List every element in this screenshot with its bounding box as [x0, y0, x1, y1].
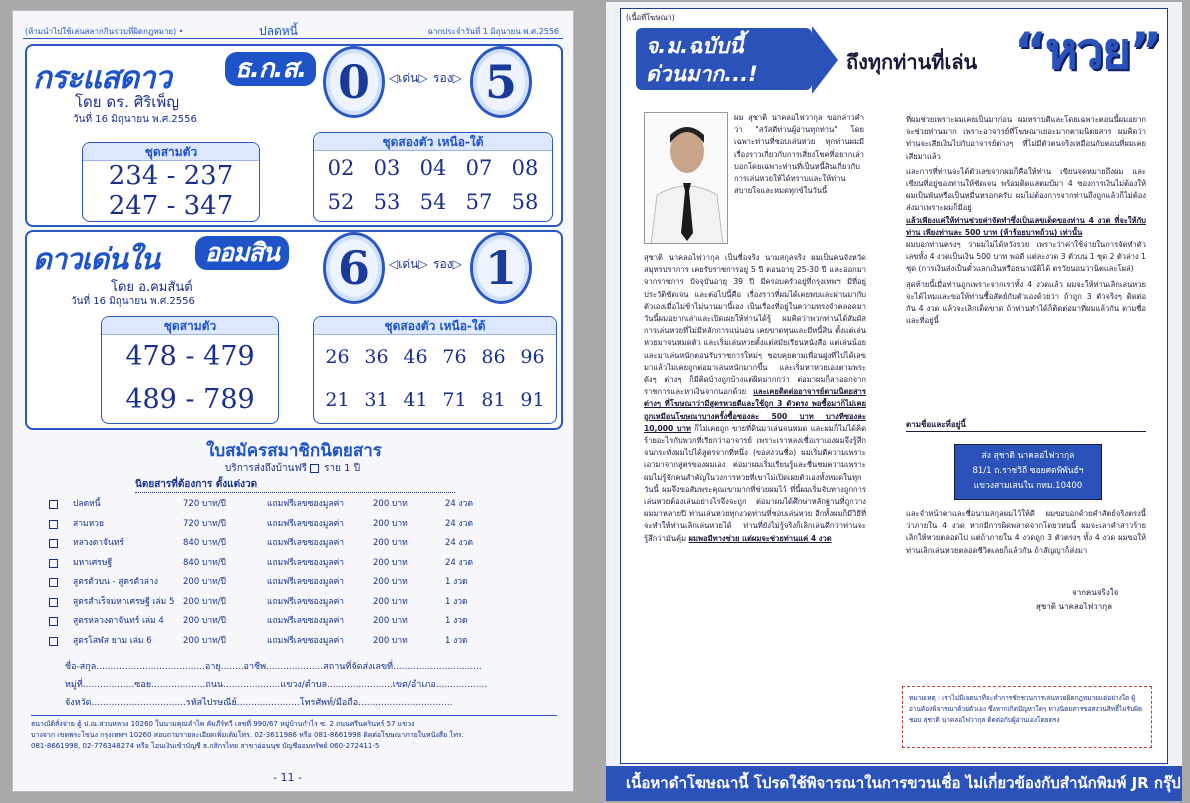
- magazine-row: [73, 554, 559, 574]
- date: วันที่ 16 มิถุนายน พ.ศ.2556: [71, 296, 195, 307]
- three-label: ชุดสามตัว: [83, 143, 259, 161]
- magazine-row: [73, 515, 559, 535]
- two-row-bottom: [314, 379, 556, 421]
- portrait-photo: [644, 112, 728, 244]
- magazine-cell: 720 บาท/ปี: [183, 518, 226, 529]
- section-badge: ธ.ก.ส.: [225, 52, 316, 86]
- num: 57: [465, 190, 493, 214]
- magazine-checkbox[interactable]: [49, 539, 58, 548]
- section-title: ดาวเด่นใน: [33, 242, 159, 276]
- magazine-cell: 1 งวด: [445, 616, 468, 626]
- three-row-2: 247 - 347: [108, 191, 234, 221]
- magazine-cell: 200 บาท: [373, 538, 408, 548]
- page-number: - 11 -: [273, 771, 302, 784]
- lead-digit: 6: [323, 232, 385, 304]
- form-want: นิตยสารที่ต้องการ ตั้งแต่งวด: [135, 477, 455, 493]
- magazine-cell: แถมฟรีเลขซองมูลค่า: [267, 538, 345, 548]
- header-note: (ห้ามนำไปใช้เล่นสลากกินรวบที่ผิดกฎหมาย) •: [25, 27, 184, 36]
- num: 58: [511, 190, 539, 214]
- magazine-cell: สูตรสำเร็จมหาเศรษฐี เล่ม 5: [73, 596, 175, 607]
- num: 26: [325, 346, 350, 368]
- magazine-cell: แถมฟรีเลขซองมูลค่า: [267, 635, 345, 646]
- footer-line-3: 081-8661998, 02-776348274 หรือ โอนเงินเข้าบัญชี ธ.กสิกรไทย สาขาอ่อนนุช บัญชีออมทรัพย์ 060-272411-5: [31, 742, 380, 750]
- sign-2: สุชาติ นาคลอไฟวากุล: [1036, 602, 1112, 611]
- num: 86: [481, 346, 506, 368]
- num: 71: [442, 389, 467, 411]
- num: 07: [465, 156, 493, 180]
- lead-label: ◁เด่น▷: [389, 71, 428, 85]
- col1-story: สุชาติ นาคลอไฟวากุล เป็นชื่อจริง นามสกุลจริง ผมเป็นคนจังหวัดสมุทรปราการ เคยรับราชการอยู่ 5 ปี ตอนอายุ 25-30 ปี และออกมาจากราชการ ปัจจุบันอายุ 39 ปี มีครอบครัวอยู่ที่กรุงเทพฯ มีที่อยู่ประวัติชัดเจน และต่อไปนี้คือ เรื่องราวที่ผมได้เคยพบและผ่านมากับตัวเองเมื่อไม่ช้าไม่นานมานี้เอง เป็นเรื่องที่อยู่ในความทรงจำตลอดมา วันนี้ผมอยากเล่าและเปิดเผยให้ท่านได้รู้ ผมคิดว่าพวกท่านได้สัมผัสการเล่นหวยที่ไม่มีหลักการแน่นอน เคยขาดทุนและมีหนี้สิน ตั้งแต่เล่นหวยมาจนหมดตัว และเริ่มเล่นหวยตั้งแต่สมัยเรียนหนังสือ แต่เล่นน้อยและมาเล่นหนักตอนรับราชการใหม่ๆ ชอบคุยตามเพื่อนฝูงที่ไปได้เลขมาแล้วไม่เคยถูกต่อมาเล่นหนักมากขึ้น และเริ่มหาหวยเองตามพระดังๆ ต่างๆ ก็มีติดบ้างถูกบ้างแต่ผิดมากกว่า ต่อมาผมก็ลาออกจากราชการและหาเงินจากนอกด้วย และเคยติดต่ออาจารย์ตามนิตยสารต่างๆ ที่โฆษณาว่ามีสูตรหวยดีและใช้ถูก 3 ตัวตรง พอซื้อมาก็ไม่เคยถูกเหมือนโฆษณาบางครั้งซื้อซองละ 500 บาท บางทีซองละ 10,000 บาท ก็ไม่เคยถูก ขายที่ดินมาเล่นจนหมด และผมก็ไม่ได้คิดร้ายอะไรกับพวกที่เรียกว่าอาจารย์ เพราะเราหลงเชื่อเราเองผมจึงรู้สึกจนกระทั่งผมไปได้สูตรจากที่หนึ่ง (ขอสงวนชื่อ) ผมเริ่มตีความเพราะเอามาจากสูตรของผมเอง ต่อมาผมเริ่มเรียนรู้และชื่นชมความเพราะผมไม่รู้จักคนสำคัญในวงการหวยที่เขาไม่เปิดเผยตัวเองทั้งหมดในทุกวันนี้ ผมจึงขอสัมพระคุณเขามากที่ช่วยผมไว้ ที่นี้ผมเริ่มจับทางถูกการเล่นหวยต้องเล่นอย่างไรจึงจะถูก ต่อมาผมได้ศึกษาหลักฐานที่ถูกวางผมมาหลายปี ท่านเล่นหวยทุกงวดท่านที่ชอบเล่นหวย อีกทั้งผมก็มีวิธีที่จะทำให้ท่านเลิกเล่นหวยได้ ท่านที่ยังไม่รู้จริงก็เลิกเล่นดีกว่าท่านจะรู้สึกว่ามันคุ้ม ผมพอมีทางช่วย แต่ผมจะช่วยท่านแค่ 4 งวด: [644, 253, 866, 543]
- magazine-cell: 200 บาท: [373, 635, 408, 646]
- num: 91: [520, 389, 545, 411]
- magazine-cell: 24 งวด: [445, 518, 473, 529]
- field-name[interactable]: ชื่อ-สกุล......................................อายุ........อาชีพ....................สถานที่จัดส่งเลขที่...............................: [65, 662, 482, 672]
- magazine-cell: สูตรโสฬส ยาม เล่ม 6: [73, 635, 152, 646]
- magazine-cell: สูตรตัวบน - สูตรตัวล่าง: [73, 577, 158, 587]
- two-row-bottom: [314, 185, 552, 219]
- three-row-2: 489 - 789: [125, 384, 255, 415]
- form-title: ใบสมัครสมาชิกนิตยสาร: [206, 441, 382, 461]
- magazine-cell: 24 งวด: [445, 499, 473, 509]
- magazine-row: [73, 612, 559, 632]
- num: 02: [327, 156, 355, 180]
- section-title: กระแสดาว: [33, 60, 171, 96]
- magazine-checkbox[interactable]: [49, 559, 58, 568]
- magazine-cell: แถมฟรีเลขซองมูลค่า: [267, 616, 345, 626]
- addr-line-3: แขวงสามเสนใน กทม.10400: [973, 481, 1083, 491]
- magazine-cell: แถมฟรีเลขซองมูลค่า: [267, 518, 345, 529]
- magazine-checkbox[interactable]: [49, 520, 58, 529]
- magazine-cell: 200 บาท: [373, 596, 408, 607]
- num: 36: [364, 346, 389, 368]
- addr-line-2: 81/1 ถ.ราชวิถี ซอยศตพิพันธ์ฯ: [972, 466, 1084, 476]
- form-sub: บริการส่งถึงบ้านฟรี ราย 1 ปี: [225, 463, 361, 474]
- lead-digit: 0: [323, 46, 385, 118]
- sub-digit: 5: [470, 46, 532, 118]
- magazine-cell: 720 บาท/ปี: [183, 499, 226, 509]
- col1-intro: ผม สุชาติ นาคลอไฟวากุล ขอกล่าวคำว่า "สวัสดีท่านผู้อ่านทุกท่าน" โดยเฉพาะท่านที่ชอบเล่นหวย ทุกท่านผมมีเรื่องราวเกี่ยวกับการเสี่ยงโชคที่อยากเล่าบอกโดยเฉพาะท่านที่เป็นหนี้สินเกี่ยวกับการเล่นหวยให้ได้ทราบและให้ท่านสบายใจและหมดทุกข์ในวันนี้: [734, 113, 864, 196]
- num: 53: [373, 190, 401, 214]
- magazine-checkbox[interactable]: [49, 578, 58, 587]
- banner-line-2: ด่วนมาก...!: [646, 62, 758, 86]
- three-label: ชุดสามตัว: [102, 317, 278, 335]
- num: 81: [481, 389, 506, 411]
- form-footer: [31, 715, 557, 752]
- magazine-cell: 200 บาท: [373, 499, 408, 509]
- lead-label: ◁เด่น▷: [389, 257, 428, 271]
- col2-promise: และจำหน้าตาและชื่อนามสกุลผมไว้ให้ดี ผมขอบอกด้วยคำสัตย์จริงตรงนี้ว่าภายใน 4 งวด หากมีการผิดพลาดจากโดยวหนนี้ ผมจะเลาคำสาวร้าย เลิกให้หวยตลอดไป แต่ถ้าภายใน 4 งวดถูก 3 ตัวตรงๆ ทั้ง 4 งวด ผมขอให้ท่านเลิกเล่นหวยตลอดชีวิตเลยก็แล้วกัน ถ้าสัญญาก็ส่งมา: [906, 509, 1146, 555]
- magazine-cell: แถมฟรีเลขซองมูลค่า: [267, 499, 345, 509]
- magazine-checkbox[interactable]: [49, 617, 58, 626]
- magazine-cell: 200 บาท/ปี: [183, 577, 226, 587]
- col2-text: ที่ผมช่วยเพราะผมเคยเป็นมาก่อน ผมทราบดีและโดยเฉพาะตอนนี้ผมอยากจะช่วยท่านมาก เพราะอาจารย์ที่โฆษณาเยอะมากตามนิตยสาร ผมคิดว่าท่านจะเสียเงินไปกับอาจารย์ต่างๆ ที่ไม่มีตัวตนจริงเหมือนกับตอนที่ผมเคยเสียมาแล้ว และการที่ท่านจะได้ตัวเลขจากผมก็คือให้ท่าน เขียนจดหมายถึงผม และเขียนที่อยู่ของท่านให้ชัดเจน พร้อมติดแสตมป์มา 4 ซองการเงินไม่ต้องให้ผมเป็นพันหรือเป็นหมื่นหรอกครับ ผมไม่ต้องการจากท่านถึงถูกแล้วก็ไม่ต้องส่งมาเพราะผมก็มีอยู่ แล้วเพียงแค่ให้ท่านช่วยค่าจัดทำซึ่งเป็นเลขเด็ดของท่าน 4 งวด ที่จะให้กับท่าน เพียงท่านละ 500 บาท (ห้าร้อยบาทถ้วน) เท่านั้น ผมบอกท่านตรงๆ ว่าผมไม่ได้หวังรวย เพราะว่าค่าใช้จ่ายในการจัดทำตัวเลขทั้ง 4 งวดเป็นเงิน 500 บาท พอดี แต่ละงวด 3 ตัวบน 1 ชุด 2 ตัวล่าง 1 ชุด (การเงินส่งเป็นตั๋วแลกเงินหรือธนาณัติได้ ตรวัยนอนวานิตและโผล่) สุดท้ายนี้เมื่อท่านถูกเพราะจากเราทั้ง 4 งวดแล้ว ผมจะให้ท่านเลิกเล่นหวยจะได้ไหมและขอให้ท่านซื้อสัตย์กับตัวเองด้วยว่า ถ้าถูก 3 ตัวจริงๆ ติดต่อกัน 4 งวด แล้วจะเลิกเด็ดขาด ถ้าท่านทำได้ก็ติดต่อมาที่ผมแล้วกัน ตามชื่อและที่อยู่นี้: [906, 115, 1146, 326]
- sub-label: รอง▷: [433, 257, 462, 271]
- footer-line-1: ธนาณัติสั่งจ่าย ตู้ ป.ณ.สวนหลวง 10260 ในนามคุณลำไพ คัมภีร์ทวี เลขที่ 990/67 หมู่บ้านกำไร ซ. 2 ถนนศรีนครินทร์ 57 แขวง: [31, 720, 415, 728]
- magazine-cell: 200 บาท: [373, 518, 408, 529]
- two-row-top: [314, 335, 556, 379]
- banner-arrow: [636, 28, 812, 90]
- magazine-cell: 840 บาท/ปี: [183, 557, 226, 568]
- sub-label: รอง▷: [433, 71, 462, 85]
- header-date: ฉากประจำวันที่ 1 มิถุนายน พ.ศ.2556: [427, 27, 559, 36]
- magazine-row: [73, 495, 559, 515]
- three-digit-box: [82, 142, 260, 222]
- addr-label: ตามชื่อและที่อยู่นี้: [906, 418, 1146, 432]
- num: 21: [325, 389, 350, 411]
- ad-tag: (เนื้อที่โฆษณา): [626, 13, 675, 22]
- magazine-list: [73, 495, 559, 651]
- banner-text: ถึงทุกท่านที่เล่น: [846, 50, 978, 74]
- magazine-row: [73, 573, 559, 593]
- magazine-cell: 1 งวด: [445, 577, 468, 587]
- footer-line-2: บางจาก เขตพระโขนง กรุงเทพฯ 10260 สอบถามรายละเอียดเพิ่มเติมโทร. 02-3611986 หรือ 081-8661998 ติดต่อโฆษณาภายในหนังสือ โทร.: [31, 731, 464, 739]
- subscription-form: [25, 435, 563, 735]
- banner-line-1: จ.ม.ฉบับนี้: [646, 34, 744, 58]
- header-rule: [23, 38, 563, 39]
- num: 54: [419, 190, 447, 214]
- yearly-checkbox[interactable]: [310, 464, 319, 473]
- magazine-cell: 200 บาท: [373, 557, 408, 568]
- right-page: [606, 2, 1182, 801]
- three-digit-box: [101, 316, 279, 424]
- magazine-cell: 200 บาท: [373, 577, 408, 587]
- magazine-cell: 24 งวด: [445, 538, 473, 548]
- two-label: ชุดสองตัว เหนือ-ใต้: [314, 317, 556, 335]
- num: 03: [373, 156, 401, 180]
- date: วันที่ 16 มิถุนายน พ.ศ.2556: [73, 114, 197, 125]
- two-digit-box: [313, 132, 553, 222]
- two-label: ชุดสองตัว เหนือ-ใต้: [314, 133, 552, 151]
- magazine-checkbox[interactable]: [49, 500, 58, 509]
- section-badge: ออมสิน: [195, 236, 289, 270]
- magazine-cell: มหาเศรษฐี: [73, 557, 113, 568]
- magazine-cell: 24 งวด: [445, 557, 473, 568]
- sign-1: จากคนจริงใจ: [1072, 588, 1119, 597]
- three-row-1: 478 - 479: [125, 341, 255, 372]
- magazine-cell: 1 งวด: [445, 596, 468, 607]
- magazine-row: [73, 632, 559, 652]
- magazine-checkbox[interactable]: [49, 598, 58, 607]
- left-page: [12, 10, 574, 792]
- field-address[interactable]: หมู่ที่..................ซอย...................ถนน....................แขวง/ตำบล.......................เขต/อำเภอ..................: [65, 680, 488, 690]
- magazine-cell: แถมฟรีเลขซองมูลค่า: [267, 577, 345, 587]
- addr-line-1: ส่ง สุชาติ นาคลอไฟวากุล: [981, 451, 1075, 461]
- address-box: [954, 444, 1102, 500]
- author: โดย อ.คมสันต์: [111, 280, 193, 295]
- magazine-row: [73, 534, 559, 554]
- magazine-row: [73, 593, 559, 613]
- magazine-cell: 200 บาท/ปี: [183, 635, 226, 646]
- bottom-notice: เนื้อหาดำโฆษณานี้ โปรดใช้พิจารณาในการขวนเชื่อ ไม่เกี่ยวข้องกับสำนักพิมพ์ JR กรุ๊ป: [606, 766, 1182, 801]
- two-row-top: [314, 151, 552, 185]
- banner-arrow-tip: [812, 26, 838, 94]
- num: 41: [403, 389, 428, 411]
- num: 96: [520, 346, 545, 368]
- magazine-cell: 200 บาท: [373, 616, 408, 626]
- magazine-cell: แถมฟรีเลขซองมูลค่า: [267, 557, 345, 568]
- magazine-cell: 1 งวด: [445, 635, 468, 646]
- magazine-cell: ปลดหนี้: [73, 499, 101, 509]
- magazine-cell: 200 บาท/ปี: [183, 596, 226, 607]
- magazine-cell: สามหวย: [73, 518, 104, 529]
- disclaimer-note: หมายเหตุ : เราไม่มีเจตนาที่จะทำการชักชวนการเล่นหวยผิดกฎหมายแต่อย่างใด ผู้อ่านต้องพิจารณาด้วยตัวเอง ซึ่งหากเกิดปัญหาใดๆ ทางนิตยสารขอสงวนสิทธิ์ไม่รับผิดชอบ สุชาติ นาคลอไฟวากุล ติดต่อกับผู้อ่านเองโดยตรง: [902, 686, 1152, 748]
- magazine-cell: 200 บาท/ปี: [183, 616, 226, 626]
- num: 46: [403, 346, 428, 368]
- sub-digit: 1: [470, 232, 532, 304]
- magazine-cell: สูตรหลวงตาจันทร์ เล่ม 4: [73, 616, 164, 626]
- num: 76: [442, 346, 467, 368]
- num: 31: [364, 389, 389, 411]
- section-kratsdao: [25, 44, 563, 227]
- two-digit-box: [313, 316, 557, 424]
- header-title: ปลดหนี้: [259, 24, 298, 38]
- field-province[interactable]: จังหวัด.................................รหัสไปรษณีย์......................โทรศัพท์/มือถือ.................................: [65, 698, 453, 708]
- num: 04: [419, 156, 447, 180]
- author: โดย ดร. ศิริเพ็ญ: [75, 93, 180, 111]
- magazine-cell: หลวงตาจันทร์: [73, 538, 124, 548]
- section-daoden: [25, 230, 563, 430]
- num: 52: [327, 190, 355, 214]
- magazine-cell: 840 บาท/ปี: [183, 538, 226, 548]
- three-row-1: 234 - 237: [108, 161, 234, 191]
- banner-hero: “หวย”: [1014, 22, 1161, 80]
- magazine-checkbox[interactable]: [49, 637, 58, 646]
- num: 08: [511, 156, 539, 180]
- magazine-cell: แถมฟรีเลขซองมูลค่า: [267, 596, 345, 607]
